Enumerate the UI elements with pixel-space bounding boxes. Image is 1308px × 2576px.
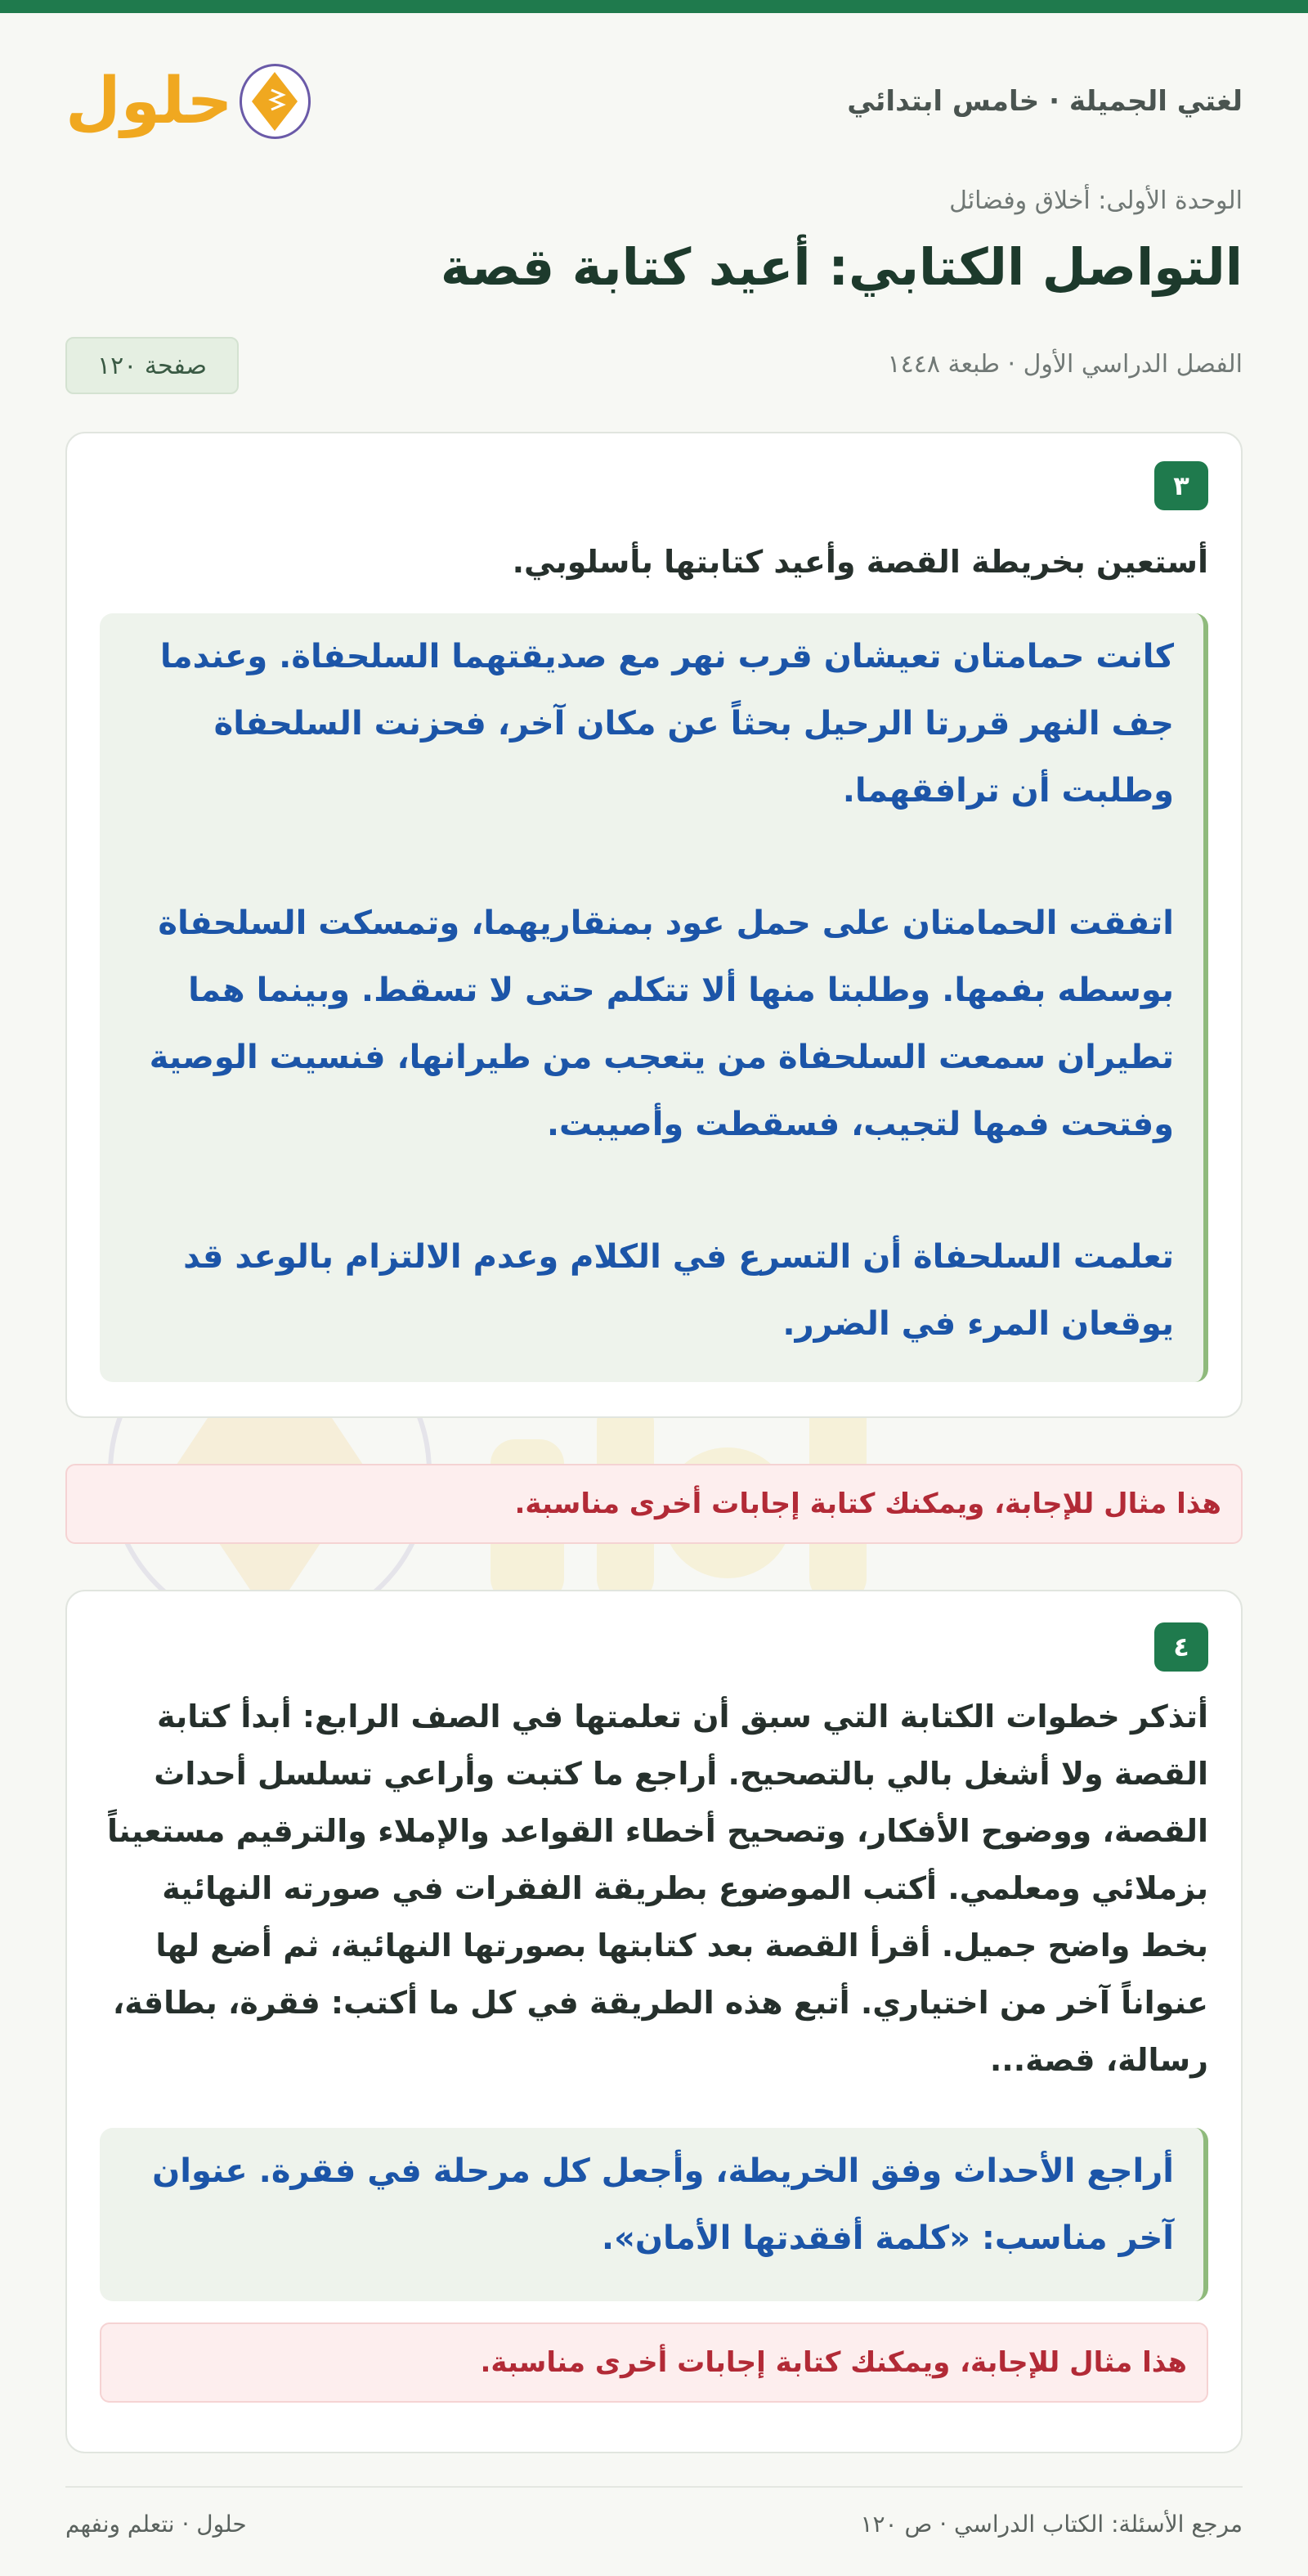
top-accent-bar (0, 0, 1308, 13)
answer-paragraph: أراجع الأحداث وفق الخريطة، وأجعل كل مرحلة في فقرة. عنوان آخر مناسب: «كلمة أفقدتها الأمان». (152, 2152, 1174, 2257)
page-title: التواصل الكتابي: أعيد كتابة قصة (440, 237, 1243, 297)
answer-paragraph: تعلمت السلحفاة أن التسرع في الكلام وعدم الالتزام بالوعد قد يوقعان المرء في الضرر. (183, 1238, 1174, 1343)
question-text: أستعين بخريطة القصة وأعيد كتابتها بأسلوبي. (512, 544, 1208, 580)
site-logo[interactable] (65, 52, 311, 150)
semester-info: الفصل الدراسي الأول · طبعة ١٤٤٨ (887, 350, 1243, 379)
unit-label: الوحدة الأولى: أخلاق وفضائل (949, 186, 1243, 215)
logo-emblem-icon (240, 64, 311, 139)
question-number-badge: ٣ (1154, 461, 1208, 510)
page-header (65, 52, 1243, 150)
footer-divider (65, 2486, 1243, 2488)
answer-paragraph: اتفقت الحمامتان على حمل عود بمنقاريهما، وتمسكت السلحفاة بوسطه بفمها. وطلبتا منها ألا تتكلم حتى لا تسقط. وبينما هما تطيران سمعت السلحفاة من يتعجب من طيرانها، فنسيت الوصية وفتحت فمها لتجيب، فسقطت وأصيبت. (149, 904, 1174, 1143)
question-text: أتذكر خطوات الكتابة التي سبق أن تعلمتها في الصف الرابع: أبدأ كتابة القصة ولا أشغل بالي بالتصحيح. أراجع ما كتبت وأراعي تسلسل أحداث القصة، ووضوح الأفكار، وتصحيح أخطاء القواعد والإملاء والترقيم مستعيناً بزملائي ومعلمي. أكتب الموضوع بطريقة الفقرات في صورته النهائية بخط واضح جميل. أقرأ القصة بعد كتابتها بصورتها النهائية، ثم أضع لها عنواناً آخر من اختياري. أتبع هذه الطريقة في كل ما أكتب: فقرة، بطاقة، رسالة، قصة... (106, 1699, 1208, 2078)
subject-title: لغتي الجميلة · خامس ابتدائي (847, 85, 1243, 118)
question-card-4 (65, 1590, 1243, 2453)
answer-box (100, 613, 1208, 1382)
question-number-badge: ٤ (1154, 1622, 1208, 1672)
footer-brand: حلول · نتعلم ونفهم (65, 2511, 247, 2538)
question-card-3 (65, 432, 1243, 1418)
page-number-badge: صفحة ١٢٠ (65, 337, 239, 394)
answer-note: هذا مثال للإجابة، ويمكنك كتابة إجابات أخرى مناسبة. (65, 1464, 1243, 1544)
answer-paragraph: كانت حمامتان تعيشان قرب نهر مع صديقتهما السلحفاة. وعندما جف النهر قررتا الرحيل بحثاً عن مكان آخر، فحزنت السلحفاة وطلبت أن ترافقهما. (159, 638, 1174, 810)
footer-reference: مرجع الأسئلة: الكتاب الدراسي · ص ١٢٠ (860, 2511, 1243, 2538)
answer-box (100, 2128, 1208, 2301)
answer-note: هذا مثال للإجابة، ويمكنك كتابة إجابات أخرى مناسبة. (100, 2322, 1208, 2403)
logo-wordmark: حلول (65, 65, 233, 138)
